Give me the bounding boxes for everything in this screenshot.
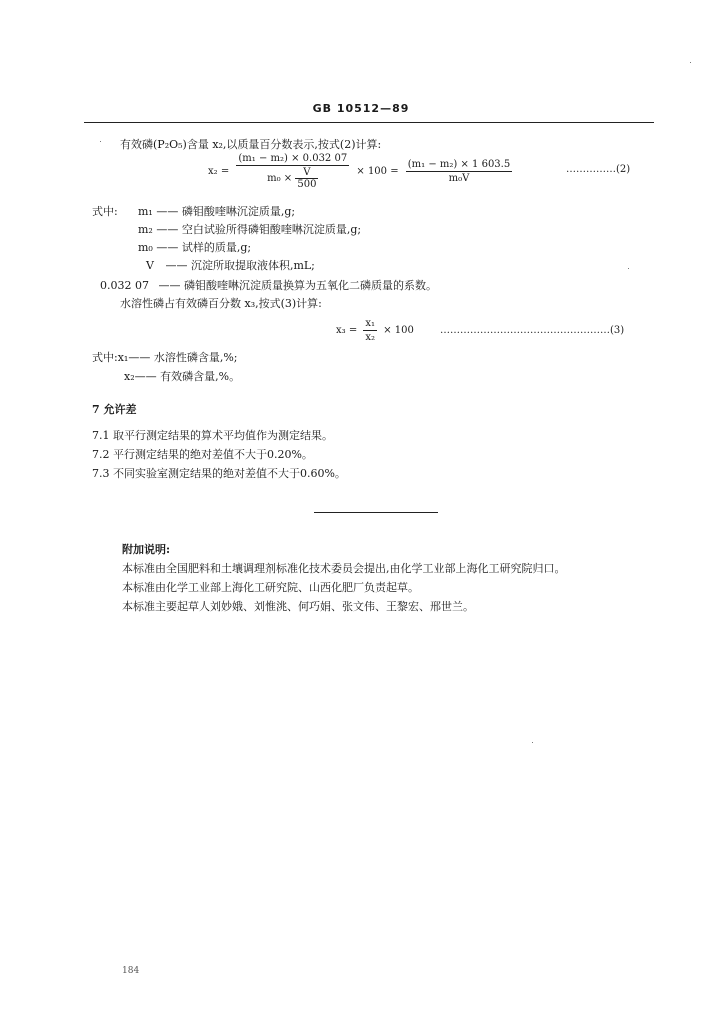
where2-item — [138, 241, 251, 255]
scan-speck — [100, 141, 101, 142]
formula3-intro: 水溶性磷占有效磷百分数 x₃,按式(3)计算: — [120, 297, 322, 310]
where3-sym: x₁ — [117, 351, 129, 364]
formula3-numerator: x₁ — [365, 318, 376, 329]
formula2-denominator — [236, 166, 349, 190]
where2-item — [138, 223, 361, 237]
formula-2 — [208, 153, 512, 190]
scan-speck — [532, 742, 533, 743]
where2-sym: m₂ — [138, 223, 153, 236]
where3-label: 式中: — [92, 351, 118, 364]
formula2-rhs-numerator: (m₁ − m₂) × 1 603.5 — [407, 159, 511, 170]
page-number: 184 — [122, 966, 140, 976]
formula2-den-prefix: m₀ × — [267, 173, 293, 184]
formula2-intro: 有效磷(P₂O₅)含量 x₂,以质量百分数表示,按式(2)计算: — [120, 138, 382, 151]
formula3-ref: ……………………………………………(3) — [440, 325, 625, 336]
where2-item — [146, 259, 315, 273]
where3-line — [92, 351, 238, 365]
section7-item: 7.2 平行测定结果的绝对差值不大于0.20%。 — [92, 448, 313, 461]
notes-line: 本标准由全国肥料和土壤调理剂标准化技术委员会提出,由化学工业部上海化工研究院归口。 — [122, 562, 566, 575]
formula2-inner-fraction — [295, 167, 318, 190]
coef-value: 0.032 07 — [100, 279, 149, 292]
where2-label: 式中: — [92, 205, 118, 218]
formula3-times100: × 100 — [383, 325, 414, 336]
formula2-inner-num: V — [295, 167, 318, 179]
notes-line: 本标准由化学工业部上海化工研究院、山西化肥厂负责起草。 — [122, 581, 419, 594]
formula2-inner-den: 500 — [297, 179, 317, 190]
where3-desc: —— 水溶性磷含量,%; — [128, 351, 238, 364]
notes-heading: 附加说明: — [122, 543, 171, 556]
formula2-lhs: x₂ = — [208, 166, 230, 177]
standard-code: GB 10512—89 — [312, 102, 410, 115]
notes-line: 本标准主要起草人刘妙娥、刘惟洮、何巧娟、张文伟、王黎宏、邢世兰。 — [122, 600, 474, 613]
formula2-numerator: (m₁ − m₂) × 0.032 07 — [238, 153, 348, 164]
formula3-denominator: x₂ — [365, 332, 376, 343]
section7-item: 7.3 不同实验室测定结果的绝对差值不大于0.60%。 — [92, 467, 346, 480]
formula-3 — [336, 318, 414, 343]
formula3-fraction — [363, 318, 377, 343]
formula2-ref: ……………(2) — [566, 164, 631, 175]
scan-speck — [690, 62, 691, 63]
where2-desc: —— 沉淀所取提取液体积,mL; — [165, 259, 315, 272]
section7-item: 7.1 取平行测定结果的算术平均值作为测定结果。 — [92, 429, 333, 442]
where3-sym: x₂ — [124, 370, 135, 383]
where2-item — [138, 205, 295, 219]
where2-sym: m₁ — [138, 205, 153, 218]
where2-sym: V — [146, 259, 154, 272]
section-divider — [314, 512, 438, 513]
formula2-fraction — [236, 153, 349, 190]
where2-desc: —— 磷钼酸喹啉沉淀质量,g; — [156, 205, 296, 218]
where3-desc: —— 有效磷含量,%。 — [134, 370, 241, 383]
header-rule — [84, 122, 654, 123]
formula3-lhs: x₃ = — [336, 325, 358, 336]
section7-heading: 7 允许差 — [92, 403, 137, 416]
formula2-rhs-fraction — [406, 159, 512, 184]
where3-line — [124, 370, 240, 384]
scan-speck — [628, 268, 629, 269]
where2-desc: —— 试样的质量,g; — [156, 241, 252, 254]
where2-coef — [100, 279, 437, 293]
formula2-times100: × 100 = — [356, 166, 399, 177]
where2-sym: m₀ — [138, 241, 153, 254]
where2-desc: —— 空白试验所得磷钼酸喹啉沉淀质量,g; — [156, 223, 362, 236]
coef-desc: —— 磷钼酸喹啉沉淀质量换算为五氧化二磷质量的系数。 — [158, 279, 437, 292]
formula2-rhs-denominator: m₀V — [448, 173, 470, 184]
